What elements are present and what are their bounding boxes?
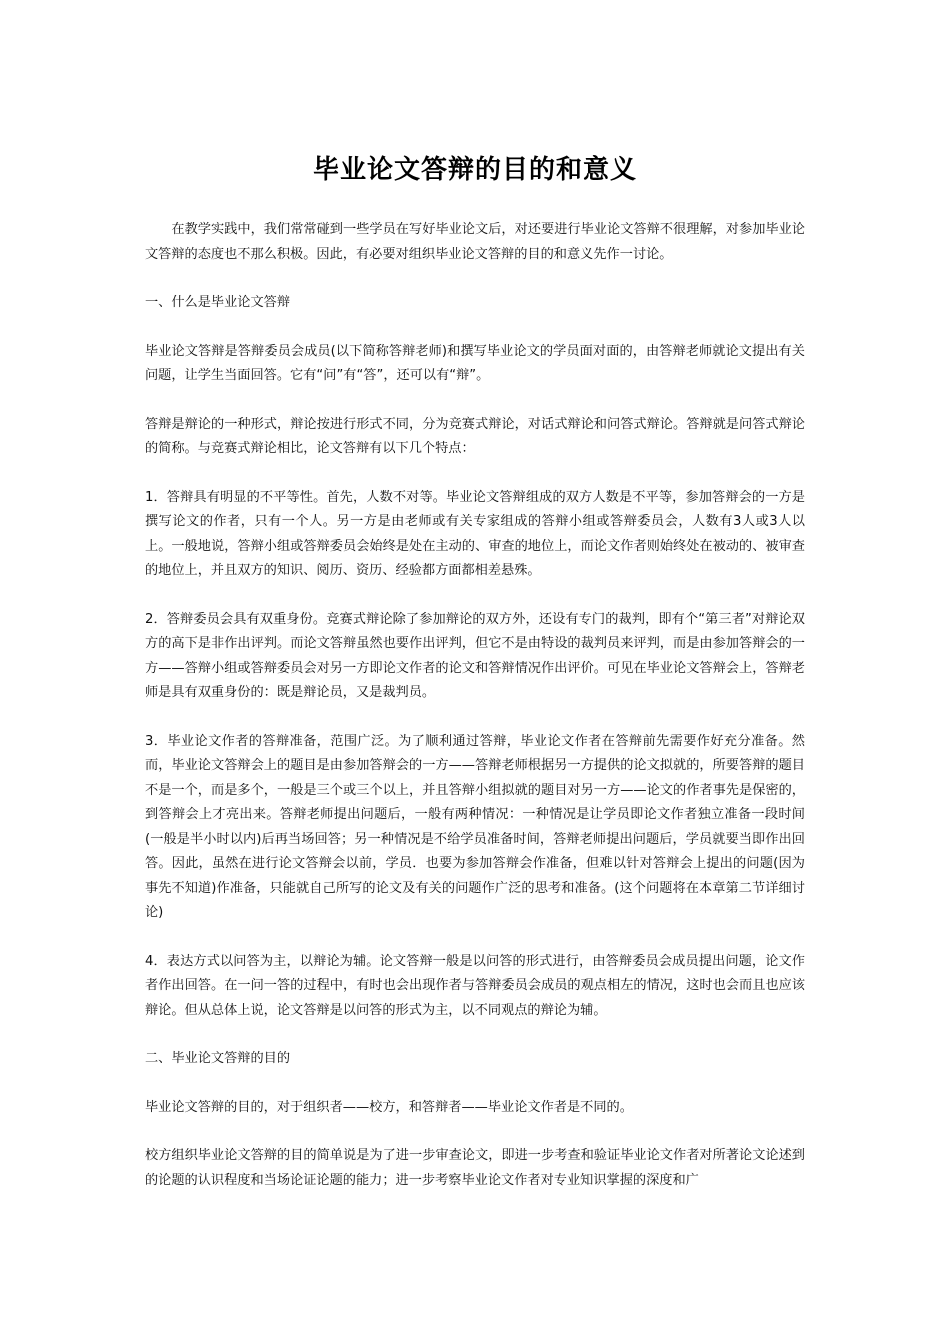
intro-paragraph: 在教学实践中，我们常常碰到一些学员在写好毕业论文后，对还要进行毕业论文答辩不很理解，对参加毕业论文答辩的态度也不那么积极。因此，有必要对组织毕业论文答辩的目的和意义先作一讨论。 [145,222,805,262]
paragraph-debate-forms: 答辩是辩论的一种形式，辩论按进行形式不同，分为竞赛式辩论，对话式辩论和问答式辩论。答辩就是问答式辩论的简称。与竞赛式辩论相比，论文答辩有以下几个特点： [145,416,805,456]
document-title: 毕业论文答辩的目的和意义 [312,155,637,185]
paragraph-point-2: 2．答辩委员会具有双重身份。竞赛式辩论除了参加辩论的双方外，还设有专门的裁判，即有个“第三者”对辩论双方的高下是非作出评判。而论文答辩虽然也要作出评判，但它不是由特设的裁判员来评判，而是由参加答辩会的一方——答辩小组或答辩委员会对另一方即论文作者的论文和答辩情况作出评价。可见在毕业论文答辩会上，答辩老师是具有双重身份的：既是辩论员，又是裁判员。 [145,611,805,700]
document-body [145,150,805,1217]
paragraph-point-1: 1．答辩具有明显的不平等性。首先，人数不对等。毕业论文答辩组成的双方人数是不平等，参加答辩会的一方是撰写论文的作者，只有一个人。另一方是由老师或有关专家组成的答辩小组或答辩委员会，人数有3人或3人以上。一般地说，答辩小组或答辩委员会始终是处在主动的、审查的地位上，而论文作者则始终处在被动的、被审查的地位上，并且双方的知识、阅历、资历、经验都方面都相差悬殊。 [145,489,805,578]
paragraph-point-3: 3．毕业论文作者的答辩准备，范围广泛。为了顺利通过答辩，毕业论文作者在答辩前先需要作好充分准备。然而，毕业论文答辩会上的题目是由参加答辩会的一方——答辩老师根据另一方提供的论文拟就的，所要答辩的题目不是一个，而是多个，一般是三个或三个以上，并且答辩小组拟就的题目对另一方——论文的作者事先是保密的，到答辩会上才亮出来。答辩老师提出问题后，一般有两种情况：一种情况是让学员即论文作者独立准备一段时间(一般是半小时以内)后再当场回答；另一种情况是不给学员准备时间，答辩老师提出问题后，学员就要当即作出回答。因此，虽然在进行论文答辩会以前，学员．也要为参加答辩会作准备，但难以针对答辩会上提出的问题(因为事先不知道)作准备，只能就自己所写的论文及有关的问题作广泛的思考和准备。(这个问题将在本章第二节详细讨论) [145,733,805,920]
section-heading-what-is-defense: 一、什么是毕业论文答辩 [145,295,291,310]
paragraph-point-4: 4．表达方式以问答为主，以辩论为辅。论文答辩一般是以问答的形式进行，由答辩委员会成员提出问题，论文作者作出回答。在一问一答的过程中，有时也会出现作者与答辩委员会成员的观点相左的情况，这时也会而且也应该辩论。但从总体上说，论文答辩是以问答的形式为主，以不同观点的辩论为辅。 [145,953,805,1018]
paragraph-purpose-intro: 毕业论文答辩的目的，对于组织者——校方，和答辩者——毕业论文作者是不同的。 [145,1099,633,1115]
paragraph-school-purpose: 校方组织毕业论文答辩的目的简单说是为了进一步审查论文，即进一步考查和验证毕业论文作者对所著论文论述到的论题的认识程度和当场论证论题的能力；进一步考察毕业论文作者对专业知识掌握的深度和广 [145,1148,805,1188]
paragraph-definition: 毕业论文答辩是答辩委员会成员(以下简称答辩老师)和撰写毕业论文的学员面对面的，由答辩老师就论文提出有关问题，让学生当面回答。它有“问”有“答”，还可以有“辩”。 [145,343,805,383]
section-heading-purpose: 二、毕业论文答辩的目的 [145,1051,291,1066]
